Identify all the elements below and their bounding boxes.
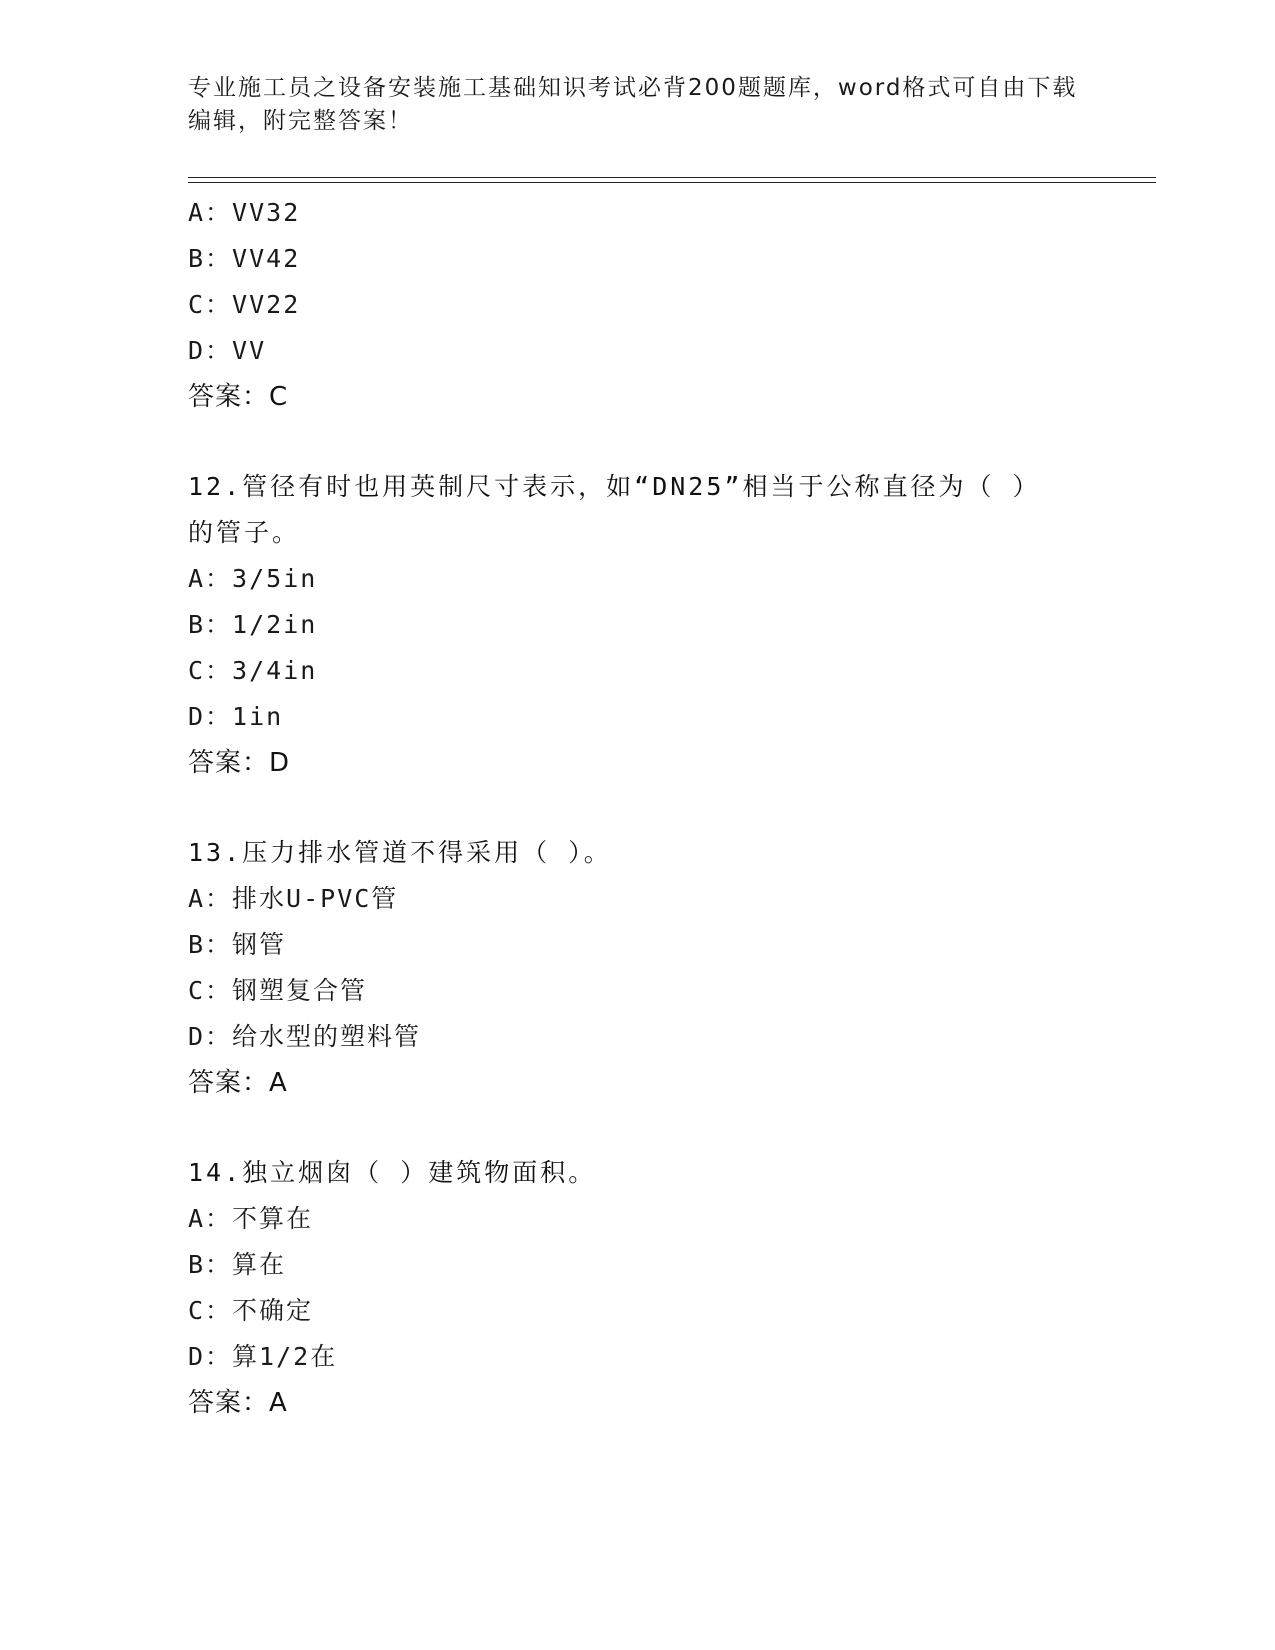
option-a: A：排水U-PVC管 xyxy=(188,884,399,913)
question-14 xyxy=(188,1150,1088,1426)
question-12 xyxy=(188,464,1088,786)
option-a: A：不算在 xyxy=(188,1204,314,1233)
question-stem: 13.压力排水管道不得采用（ ）。 xyxy=(188,838,612,867)
spacer xyxy=(188,786,1088,830)
question-13 xyxy=(188,830,1088,1106)
option-b: B：1/2in xyxy=(188,610,318,639)
option-b: B：算在 xyxy=(188,1250,287,1279)
question-list xyxy=(188,190,1088,1426)
header-divider-bottom xyxy=(188,182,1156,183)
question-11-options xyxy=(188,190,1088,420)
question-stem: 12.管径有时也用英制尺寸表示，如“DN25”相当于公称直径为（ ） xyxy=(188,472,1041,501)
option-c: C：VV22 xyxy=(188,290,301,319)
option-c: C：不确定 xyxy=(188,1296,314,1325)
answer-line: 答案：C xyxy=(188,382,289,412)
option-c: C：钢塑复合管 xyxy=(188,976,368,1005)
answer-line: 答案：D xyxy=(188,748,291,778)
option-a: A：3/5in xyxy=(188,564,318,593)
header-line-1: 专业施工员之设备安装施工基础知识考试必背200题题库，word格式可自由下载 xyxy=(188,75,1078,101)
header-line-2: 编辑，附完整答案！ xyxy=(188,108,413,134)
option-b: B：钢管 xyxy=(188,930,287,959)
option-b: B：VV42 xyxy=(188,244,301,273)
option-d: D：1in xyxy=(188,702,284,731)
answer-line: 答案：A xyxy=(188,1068,288,1098)
question-stem: 14.独立烟囱（ ）建筑物面积。 xyxy=(188,1158,597,1187)
spacer xyxy=(188,1106,1088,1150)
option-d: D：给水型的塑料管 xyxy=(188,1022,422,1051)
document-header xyxy=(188,72,1088,138)
option-d: D：VV xyxy=(188,336,267,365)
question-stem-continued: 的管子。 xyxy=(188,518,301,547)
option-d: D：算1/2在 xyxy=(188,1342,338,1371)
spacer xyxy=(188,420,1088,464)
header-divider-top xyxy=(188,177,1156,178)
option-c: C：3/4in xyxy=(188,656,318,685)
answer-line: 答案：A xyxy=(188,1388,288,1418)
option-a: A：VV32 xyxy=(188,198,301,227)
